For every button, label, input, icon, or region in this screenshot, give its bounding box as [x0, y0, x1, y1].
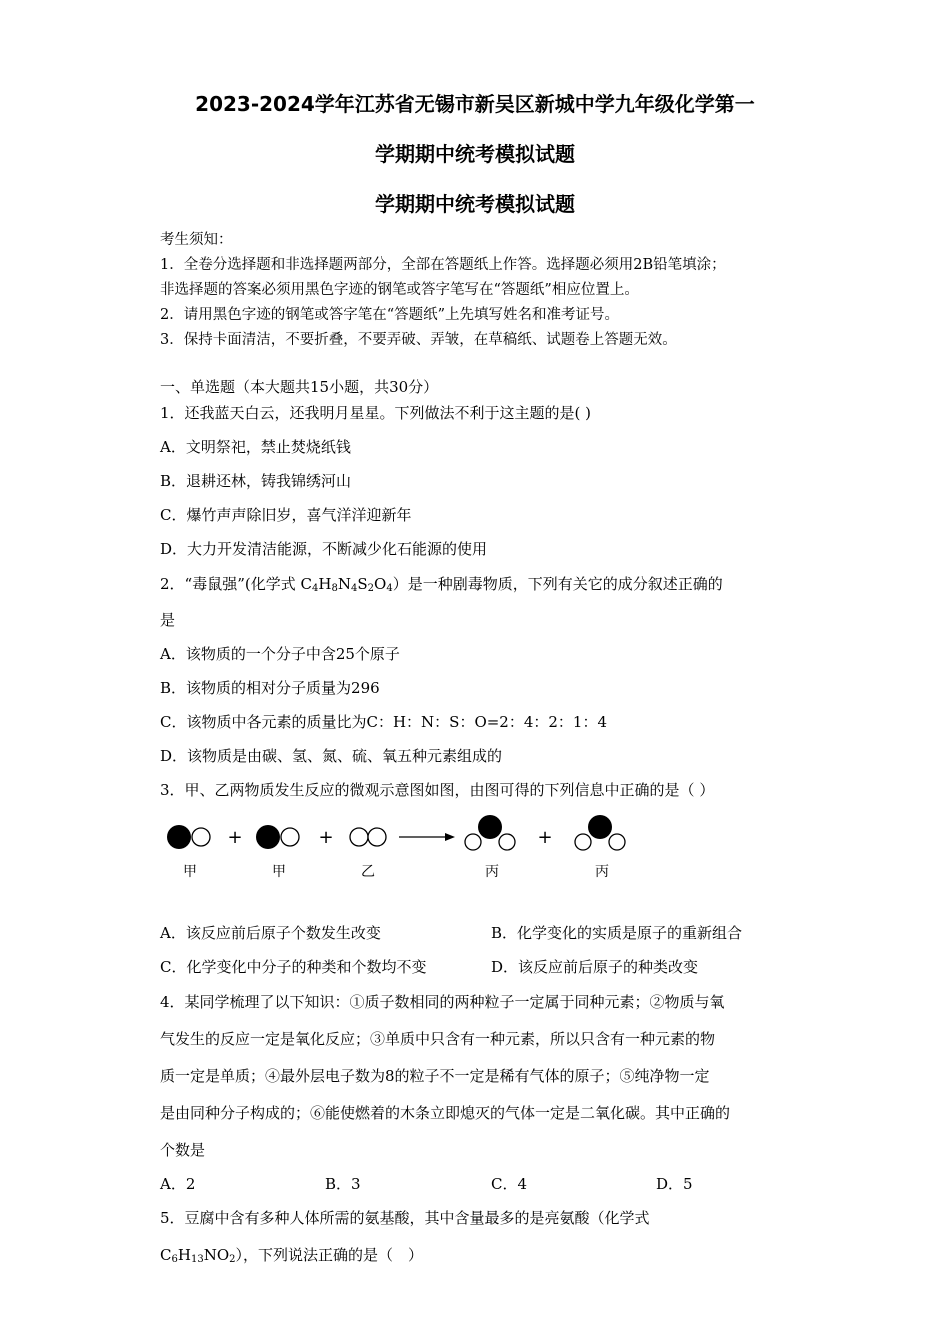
q3-option-d: D．该反应前后原子的种类改变 — [491, 958, 699, 976]
q4-line-5: 个数是 — [160, 1141, 206, 1159]
q4-line-2: 气发生的反应一定是氧化反应；③单质中只含有一种元素，所以只含有一种元素的物 — [160, 1030, 716, 1048]
q2-option-b: B．该物质的相对分子质量为296 — [160, 679, 380, 697]
q3-option-b: B．化学变化的实质是原子的重新组合 — [491, 924, 743, 942]
q2-stem-cont: 是 — [160, 611, 176, 629]
molecule-yi — [350, 828, 386, 846]
notice-item-1a: 1．全卷分选择题和非选择题两部分，全部在答题纸上作答。选择题必须用2B铅笔填涂； — [160, 257, 726, 273]
plus-sign-3: + — [537, 827, 553, 848]
label-jia-1: 甲 — [183, 864, 197, 880]
molecule-jia-1 — [167, 825, 210, 849]
q4-option-a: A．2 — [160, 1175, 196, 1193]
title-line-3: 学期期中统考模拟试题 — [375, 192, 575, 216]
q4-line-3: 质一定是单质；④最外层电子数为8的粒子不一定是稀有气体的原子；⑤纯净物一定 — [160, 1067, 710, 1085]
q1-option-b: B．退耕还林，铸我锦绣河山 — [160, 472, 352, 490]
q4-option-b: B．3 — [325, 1175, 361, 1193]
q3-option-a: A．该反应前后原子个数发生改变 — [160, 924, 381, 942]
q2-option-d: D．该物质是由碳、氢、氮、硫、氧五种元素组成的 — [160, 747, 503, 765]
notice-heading: 考生须知： — [160, 232, 233, 248]
label-bing-1: 丙 — [485, 864, 499, 880]
q3-option-c: C．化学变化中分子的种类和个数均不变 — [160, 958, 427, 976]
plus-sign-1: + — [227, 827, 243, 848]
q1-option-c: C．爆竹声声除旧岁，喜气洋洋迎新年 — [160, 506, 412, 524]
q5-line-1: 5．豆腐中含有多种人体所需的氨基酸，其中含量最多的是亮氨酸（化学式 — [160, 1209, 650, 1227]
q2-option-c: C．该物质中各元素的质量比为C：H：N：S：O=2：4：2：1：4 — [160, 713, 608, 731]
reaction-diagram — [155, 810, 635, 885]
q2-option-a: A．该物质的一个分子中含25个原子 — [160, 645, 400, 663]
q4-option-c: C．4 — [491, 1175, 528, 1193]
notice-item-3: 3．保持卡面清洁，不要折叠，不要弄破、弄皱，在草稿纸、试题卷上答题无效。 — [160, 332, 677, 348]
title-line-1: 2023-2024学年江苏省无锡市新吴区新城中学九年级化学第一 — [195, 92, 755, 116]
q2-stem: 2．“毒鼠强”(化学式 $C_4H_8N_4S_2O_4$）是一种剧毒物质，下列有关它的成分叙述正确的 — [160, 575, 723, 594]
molecule-bing-2 — [575, 815, 625, 850]
plus-sign-2: + — [318, 827, 334, 848]
q4-line-4: 是由同种分子构成的；⑥能使燃着的木条立即熄灭的气体一定是二氧化碳。其中正确的 — [160, 1104, 731, 1122]
notice-item-2: 2．请用黑色字迹的钢笔或答字笔在“答题纸”上先填写姓名和准考证号。 — [160, 307, 620, 323]
q4-line-1: 4．某同学梳理了以下知识：①质子数相同的两种粒子一定属于同种元素；②物质与氧 — [160, 993, 725, 1011]
section-heading: 一、单选题（本大题共15小题，共30分） — [160, 378, 439, 396]
label-bing-2: 丙 — [595, 864, 609, 880]
notice-item-1b: 非选择题的答案必须用黑色字迹的钢笔或答字笔写在“答题纸”相应位置上。 — [160, 282, 639, 298]
q1-option-a: A．文明祭祀，禁止焚烧纸钱 — [160, 438, 351, 456]
q1-stem: 1．还我蓝天白云，还我明月星星。下列做法不利于这主题的是( ) — [160, 404, 592, 422]
q3-stem: 3．甲、乙两物质发生反应的微观示意图如图，由图可得的下列信息中正确的是（ ） — [160, 781, 715, 799]
title-line-2: 学期期中统考模拟试题 — [375, 142, 575, 166]
molecule-jia-2 — [256, 825, 299, 849]
q1-option-d: D．大力开发清洁能源，不断减少化石能源的使用 — [160, 540, 488, 558]
reaction-arrow — [399, 833, 455, 841]
label-jia-2: 甲 — [272, 864, 286, 880]
label-yi: 乙 — [361, 864, 375, 880]
q4-option-d: D．5 — [656, 1175, 693, 1193]
molecule-bing-1 — [465, 815, 515, 850]
q5-line-2: $C_6H_{13}NO_2$），下列说法正确的是（ ） — [160, 1246, 424, 1265]
